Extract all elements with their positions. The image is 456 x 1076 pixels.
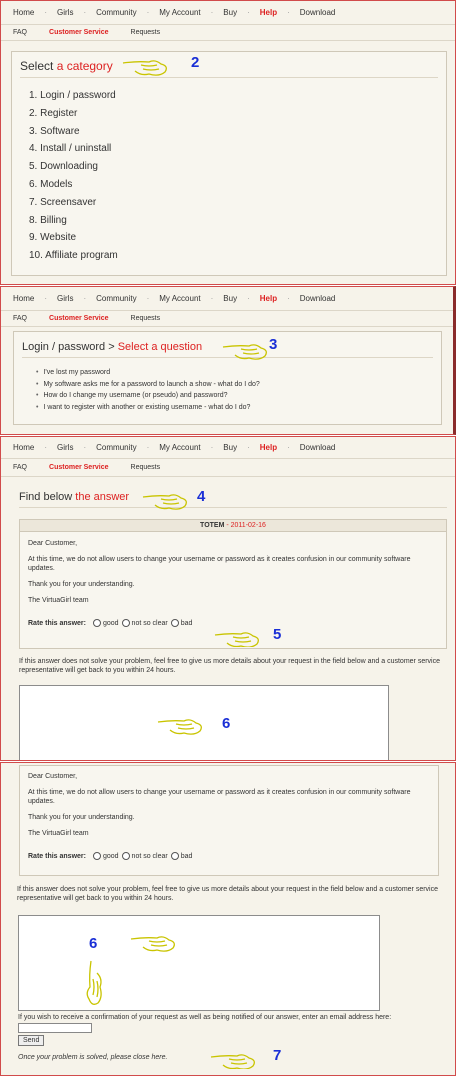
category-item[interactable]: 8. Billing <box>29 214 67 226</box>
answer-signature: The VirtuaGirl team <box>28 830 89 837</box>
nav-my-account[interactable]: My Account <box>159 8 201 17</box>
top-nav: Home · Girls · Community · My Account · Buy · Help · Download <box>1 1 455 25</box>
rate-good-radio[interactable] <box>93 619 101 627</box>
answer-body: At this time, we do not allow users to change your username or password as it creates confusion in our community software updates. <box>28 556 411 572</box>
rate-not-so-clear-radio[interactable] <box>122 852 130 860</box>
question-list <box>36 367 441 413</box>
pointing-hand-icon <box>209 1047 261 1069</box>
category-box <box>11 51 447 276</box>
subnav-requests[interactable]: Requests <box>130 464 161 471</box>
subnav-customer-service[interactable]: Customer Service <box>49 315 109 322</box>
rate-good-radio[interactable] <box>93 852 101 860</box>
question-item[interactable]: • My software asks me for a password to launch a show - what do I do? <box>36 379 441 391</box>
nav-help[interactable]: Help <box>259 294 278 303</box>
answer-greeting: Dear Customer, <box>28 540 78 547</box>
close-note[interactable]: Once your problem is solved, please close here. <box>18 1054 168 1061</box>
nav-download[interactable]: Download <box>299 294 336 303</box>
panel-answer <box>0 436 456 761</box>
step-number-6: 6 <box>89 935 98 952</box>
top-nav: Home · Girls · Community · My Account · Buy · Help · Download <box>1 287 453 311</box>
nav-buy[interactable]: Buy <box>223 294 238 303</box>
more-details-text: If this answer does not solve your problem, feel free to give us more details about your request in the field below and a customer service representative will get back to you within 24 hours. <box>17 886 438 902</box>
answer-thanks: Thank you for your understanding. <box>28 814 135 821</box>
email-input[interactable] <box>18 1023 92 1033</box>
nav-girls[interactable]: Girls <box>57 8 74 17</box>
nav-community[interactable]: Community <box>96 8 137 17</box>
rate-answer: Rate this answer: good not so clear bad <box>28 852 193 860</box>
step-number-3: 3 <box>269 336 278 353</box>
nav-download[interactable]: Download <box>299 8 336 17</box>
subnav-faq[interactable]: FAQ <box>13 29 28 36</box>
request-textarea[interactable] <box>18 915 380 1011</box>
step-number-5: 5 <box>273 626 282 643</box>
rate-not-so-clear-radio[interactable] <box>122 619 130 627</box>
subnav-customer-service[interactable]: Customer Service <box>49 29 109 36</box>
nav-my-account[interactable]: My Account <box>159 443 201 452</box>
nav-my-account[interactable]: My Account <box>159 294 201 303</box>
nav-community[interactable]: Community <box>96 443 137 452</box>
answer-signature: The VirtuaGirl team <box>28 597 89 604</box>
subnav-requests[interactable]: Requests <box>130 315 161 322</box>
nav-community[interactable]: Community <box>96 294 137 303</box>
pointing-hand-icon <box>129 929 185 955</box>
rate-bad-radio[interactable] <box>171 852 179 860</box>
more-details-text: If this answer does not solve your problem, feel free to give us more details about your request in the field below and a customer service representative will get back to you within 24 hours. <box>19 658 440 674</box>
rate-bad-radio[interactable] <box>171 619 179 627</box>
subnav-requests[interactable]: Requests <box>130 29 161 36</box>
category-item[interactable]: 4. Install / uninstall <box>29 143 112 155</box>
question-item[interactable]: • I want to register with another or existing username - what do I do? <box>36 402 441 414</box>
rate-answer: Rate this answer: good not so clear bad <box>28 619 193 627</box>
subnav-customer-service[interactable]: Customer Service <box>49 464 109 471</box>
page-title: Select a category <box>20 59 438 78</box>
question-item[interactable]: • I've lost my password <box>36 367 441 379</box>
pointing-hand-icon <box>121 53 173 79</box>
answer-header: TOTEM - 2011-02-16 <box>20 520 446 532</box>
nav-home[interactable]: Home <box>13 443 35 452</box>
nav-help[interactable]: Help <box>259 443 278 452</box>
sub-nav <box>1 311 453 327</box>
page-title: Find below the answer <box>19 491 447 508</box>
send-button[interactable]: Send <box>18 1035 44 1046</box>
pointing-hand-icon <box>221 337 271 363</box>
category-item[interactable]: 7. Screensaver <box>29 196 97 208</box>
answer-box <box>19 765 439 876</box>
sub-nav <box>1 25 455 41</box>
category-item[interactable]: 5. Downloading <box>29 161 98 173</box>
panel-select-question <box>0 286 456 435</box>
category-list <box>29 87 446 265</box>
step-number-6: 6 <box>222 715 231 732</box>
page-title: Login / password > Select a question <box>22 341 433 358</box>
subnav-faq[interactable]: FAQ <box>13 315 28 322</box>
nav-girls[interactable]: Girls <box>57 443 74 452</box>
category-item[interactable]: 3. Software <box>29 125 80 137</box>
nav-girls[interactable]: Girls <box>57 294 74 303</box>
top-nav: Home · Girls · Community · My Account · Buy · Help · Download <box>1 437 455 459</box>
category-item[interactable]: 10. Affiliate program <box>29 250 118 262</box>
pointing-hand-icon <box>141 487 191 511</box>
nav-home[interactable]: Home <box>13 294 35 303</box>
answer-body: At this time, we do not allow users to change your username or password as it creates confusion in our community software updates. <box>28 789 411 805</box>
pointing-hand-icon <box>156 712 208 736</box>
step-number-7: 7 <box>273 1047 282 1064</box>
panel-select-category <box>0 0 456 285</box>
nav-home[interactable]: Home <box>13 8 35 17</box>
question-item[interactable]: • How do I change my username (or pseudo) and password? <box>36 390 441 402</box>
nav-buy[interactable]: Buy <box>223 8 238 17</box>
category-item[interactable]: 9. Website <box>29 232 77 244</box>
category-item[interactable]: 1. Login / password <box>29 90 116 101</box>
nav-download[interactable]: Download <box>299 443 336 452</box>
sub-nav <box>1 459 455 477</box>
category-item[interactable]: 6. Models <box>29 178 73 190</box>
email-prompt: If you wish to receive a confirmation of your request as well as being notified of our answer, enter an email address here: <box>18 1014 392 1021</box>
answer-greeting: Dear Customer, <box>28 773 78 780</box>
panel-send-request <box>0 762 456 1076</box>
subnav-faq[interactable]: FAQ <box>13 464 28 471</box>
pointing-hand-icon <box>213 625 263 647</box>
pointing-hand-icon <box>79 959 109 1011</box>
nav-help[interactable]: Help <box>259 8 278 17</box>
step-number-2: 2 <box>191 54 200 71</box>
category-item[interactable]: 2. Register <box>29 107 78 119</box>
step-number-4: 4 <box>197 488 206 505</box>
nav-buy[interactable]: Buy <box>223 443 238 452</box>
answer-thanks: Thank you for your understanding. <box>28 581 135 588</box>
